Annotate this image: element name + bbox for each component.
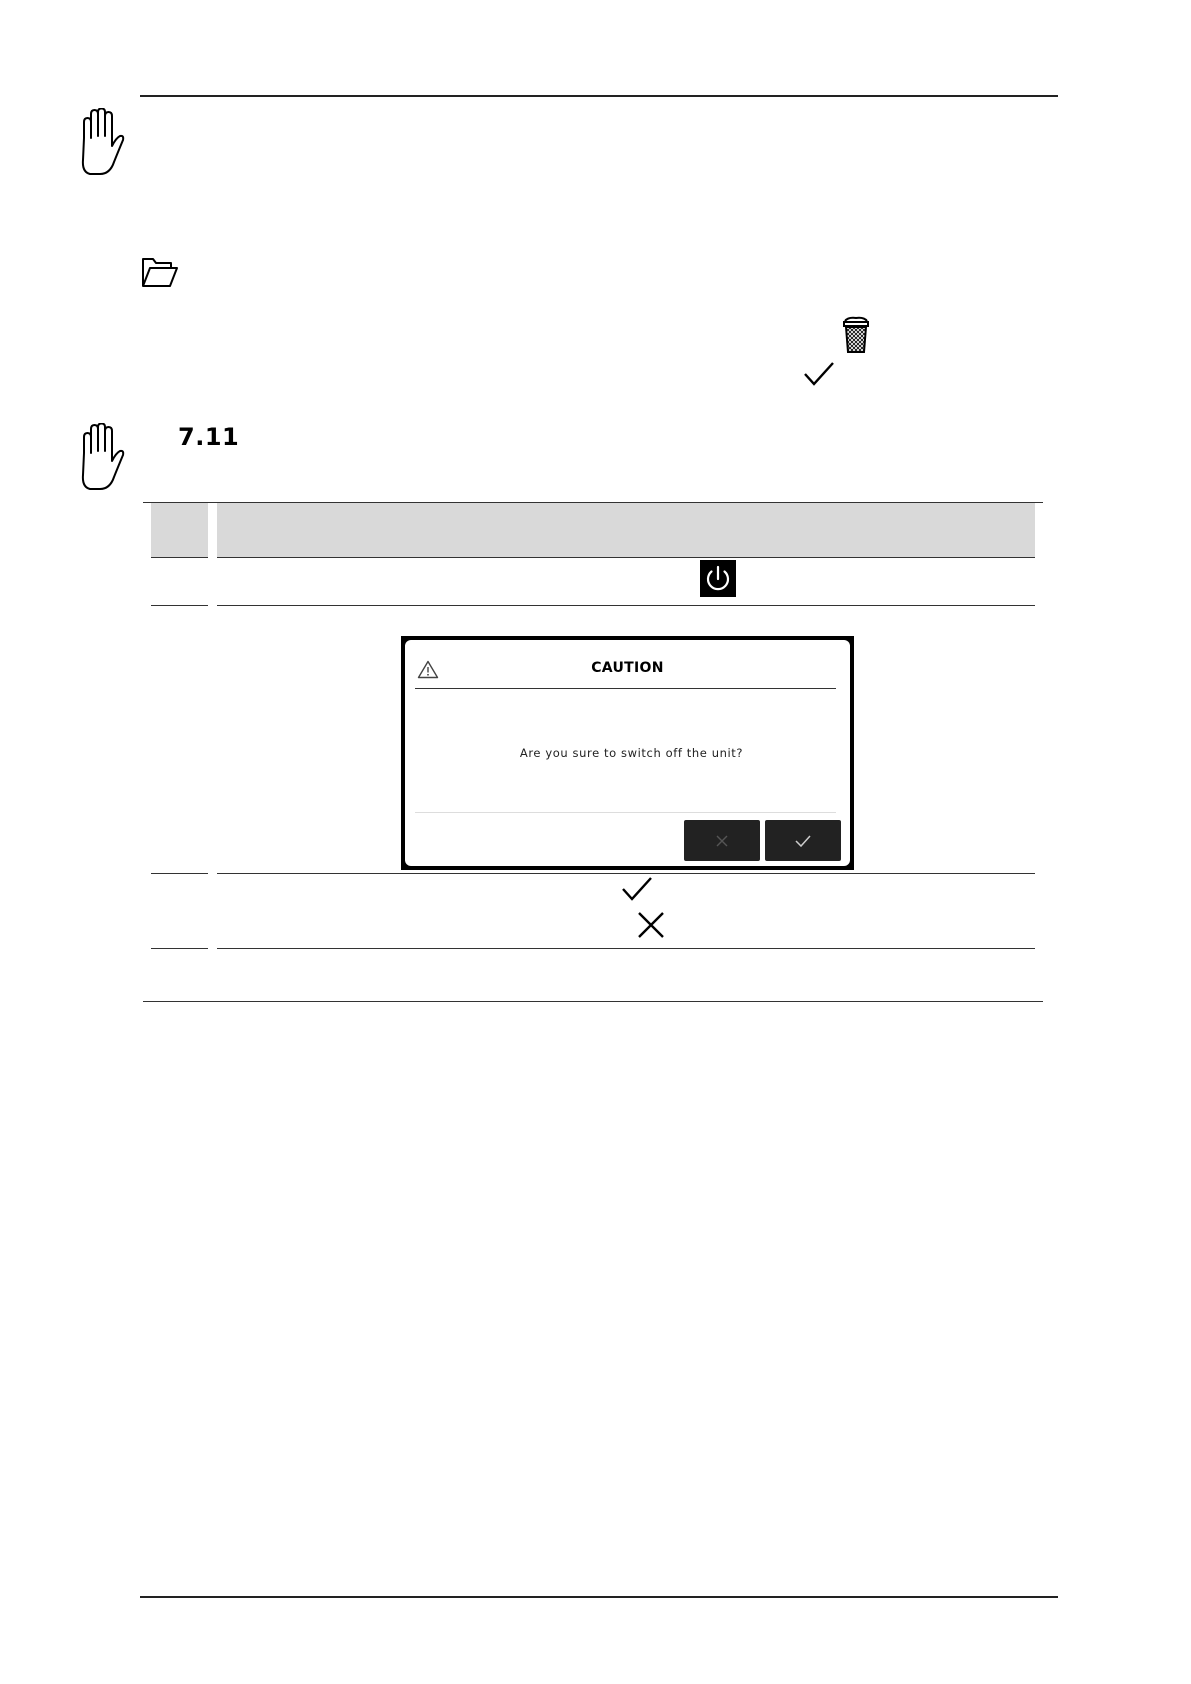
dialog-footer-divider [415,812,836,813]
table-bottom-rule [143,1001,1043,1002]
open-folder-icon [141,256,179,288]
cross-icon [637,911,665,939]
trash-bin-icon [842,316,870,354]
cross-icon [715,834,729,848]
stop-hand-icon [78,423,126,491]
footer-rule [140,1596,1058,1598]
dialog-title: CAUTION [591,660,664,676]
header-rule [140,95,1058,97]
checkmark-icon [794,834,812,848]
dialog-confirm-button[interactable] [765,820,841,861]
stop-hand-icon [78,108,126,176]
table-row-rule-left [151,873,208,874]
table-header-rule-right [217,557,1035,558]
caution-dialog-screenshot [401,636,854,870]
dialog-title-divider [415,688,836,689]
dialog-cancel-button[interactable] [684,820,760,861]
table-row-rule-right [217,948,1035,949]
table-row-rule-left [151,948,208,949]
table-row-rule-left [151,605,208,606]
power-icon [700,560,736,597]
checkmark-icon [621,876,653,902]
table-header-cell-step [151,503,208,557]
section-number: 7.11 [178,423,240,451]
table-row-rule-right [217,873,1035,874]
table-header-rule-left [151,557,208,558]
caution-dialog [405,640,850,866]
dialog-message: Are you sure to switch off the unit? [519,746,744,760]
table-header-cell-action [217,503,1035,557]
checkmark-icon [803,361,835,387]
table-row-rule-right [217,605,1035,606]
